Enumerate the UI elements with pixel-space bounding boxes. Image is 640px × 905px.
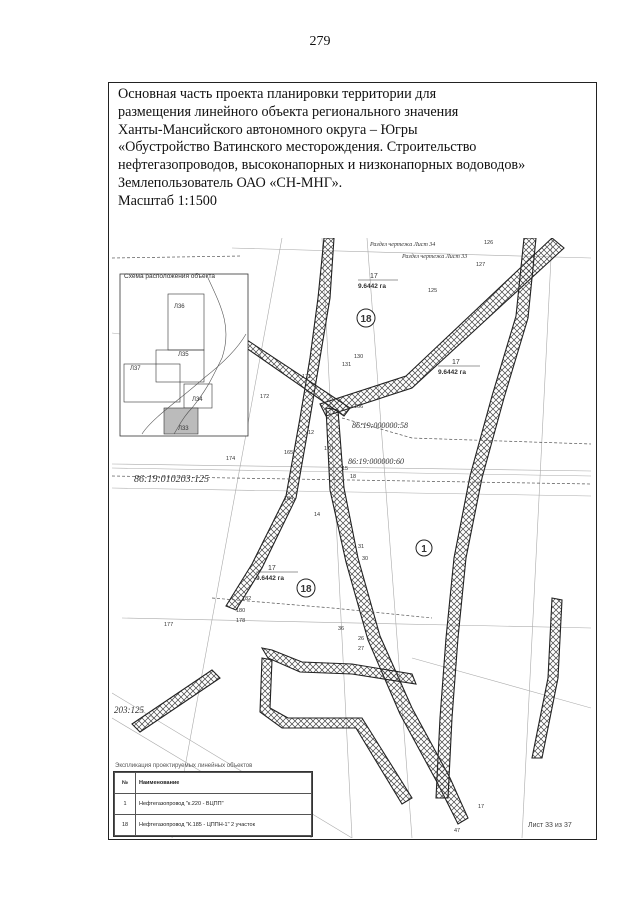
- parcel-label: [358, 273, 398, 290]
- sheet-section-note: Раздел чертежа Лист 33: [402, 254, 468, 260]
- cadastral-number: 86:19:000000:60: [348, 457, 404, 466]
- corridor-southwest: [132, 670, 220, 732]
- table-row: [115, 794, 312, 815]
- corridor-east: [532, 598, 562, 758]
- svg-text:18: 18: [300, 584, 312, 595]
- circled-marker: [357, 309, 375, 327]
- legend-cell-number: 18: [115, 815, 136, 836]
- svg-text:9.6442 га: 9.6442 га: [438, 369, 467, 376]
- legend-cell-name: Нефтегазопровод "к.220 - ВЦПП": [136, 794, 312, 815]
- legend-caption: Экспликация проектируемых линейных объектов: [115, 763, 253, 769]
- svg-text:178: 178: [236, 618, 246, 624]
- svg-text:47: 47: [454, 828, 461, 834]
- legend-table: [113, 771, 313, 837]
- svg-text:172: 172: [260, 394, 270, 400]
- svg-text:17: 17: [370, 273, 378, 280]
- svg-text:27: 27: [358, 646, 365, 652]
- title-line: Основная часть проекта планировки территории для: [118, 86, 437, 102]
- svg-text:17: 17: [452, 359, 460, 366]
- svg-text:14: 14: [314, 512, 321, 518]
- inset-label: Л34: [192, 397, 203, 403]
- map-drawing: [112, 238, 591, 838]
- svg-text:166: 166: [354, 404, 364, 410]
- cadastral-number: 86:19:010203:125: [134, 474, 209, 485]
- svg-text:17: 17: [268, 565, 276, 572]
- location-inset: [120, 272, 248, 436]
- legend-header-row: [115, 773, 312, 794]
- svg-text:31: 31: [358, 544, 365, 550]
- legend-header-number: №: [115, 773, 136, 794]
- cadastral-number: 86:19:000000:58: [352, 421, 408, 430]
- svg-text:26: 26: [358, 636, 365, 642]
- svg-text:17: 17: [478, 804, 485, 810]
- page-number: 279: [309, 34, 331, 49]
- sheet-number-note: Лист 33 из 37: [528, 822, 572, 829]
- svg-text:12: 12: [308, 430, 315, 436]
- inset-title: Схема расположения объекта: [124, 273, 215, 280]
- sheet-section-note: Раздел чертежа Лист 34: [370, 242, 436, 248]
- svg-text:131: 131: [342, 362, 352, 368]
- title-block: [118, 86, 593, 211]
- scale-line: Масштаб 1:1500: [118, 192, 217, 209]
- inset-label: Л33: [178, 426, 189, 432]
- svg-text:177: 177: [164, 622, 174, 628]
- svg-text:126: 126: [484, 240, 494, 246]
- svg-text:184: 184: [284, 496, 294, 502]
- parcel-label: [438, 359, 480, 376]
- svg-text:127: 127: [476, 262, 486, 268]
- legend-cell-number: 1: [115, 794, 136, 815]
- circled-marker: [297, 579, 315, 597]
- inset-label: Л35: [178, 352, 189, 358]
- legend-header-name: Наименование: [136, 773, 312, 794]
- svg-text:165: 165: [284, 450, 294, 456]
- cadastral-number: 203:125: [114, 705, 144, 715]
- svg-text:18: 18: [360, 314, 372, 325]
- svg-text:15: 15: [342, 466, 349, 472]
- circled-marker: [416, 540, 432, 556]
- svg-text:170: 170: [324, 446, 334, 452]
- inset-label: Л37: [130, 366, 141, 372]
- svg-text:36: 36: [338, 626, 345, 632]
- svg-text:18: 18: [350, 474, 357, 480]
- svg-text:182: 182: [242, 596, 252, 602]
- svg-text:130: 130: [354, 354, 364, 360]
- title-line: размещения линейного объекта регионального значения: [118, 103, 459, 120]
- svg-text:9.6442 га: 9.6442 га: [358, 283, 387, 290]
- title-line: «Обустройство Ватинского месторождения. Строительство: [118, 139, 477, 156]
- corridor-crossing: [232, 338, 350, 416]
- svg-text:30: 30: [362, 556, 369, 562]
- svg-text:9.6442 га: 9.6442 га: [256, 575, 285, 582]
- svg-text:1: 1: [421, 544, 427, 555]
- svg-text:171: 171: [302, 374, 312, 380]
- legend-cell-name: Нефтегазопровод "К.185 - ЦППН-1" 2 участок: [136, 815, 312, 836]
- title-line: Ханты-Мансийского автономного округа – Югры: [118, 121, 418, 138]
- title-line: нефтегазопроводов, высоконапорных и низконапорных водоводов»: [118, 157, 526, 174]
- svg-text:174: 174: [226, 456, 236, 462]
- title-line: Землепользователь ОАО «СН-МНГ».: [118, 174, 343, 191]
- table-row: [115, 815, 312, 836]
- svg-text:125: 125: [428, 288, 438, 294]
- planning-map: [112, 238, 591, 838]
- svg-text:180: 180: [236, 608, 246, 614]
- corridor-1: [436, 238, 536, 798]
- inset-label: Л36: [174, 304, 185, 310]
